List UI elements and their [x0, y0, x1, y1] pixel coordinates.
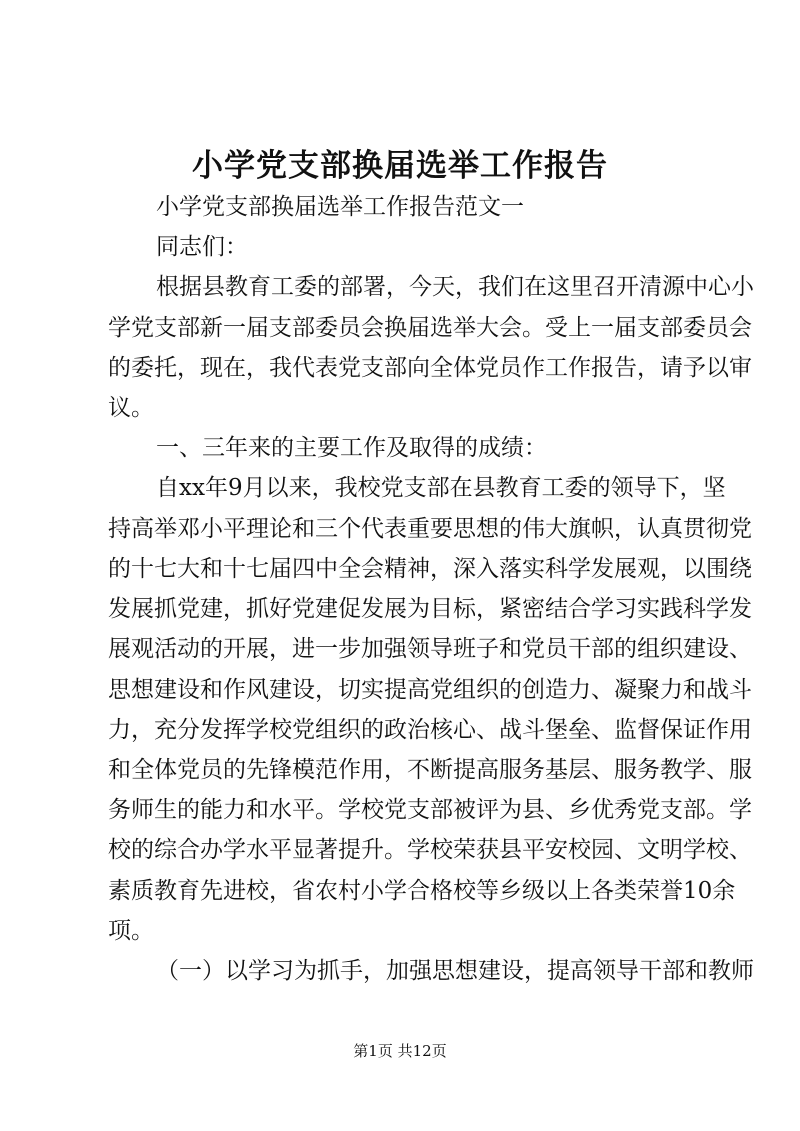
body-line: 务师生的能力和水平。学校党支部被评为县、乡优秀党支部。学 — [108, 797, 752, 823]
body-line: 的十七大和十七届四中全会精神，深入落实科学发展观，以围绕 — [108, 556, 752, 582]
section-heading: （一）以学习为抓手，加强思想建设，提高领导干部和教师 — [156, 958, 754, 984]
page-number: 第1页 共12页 — [353, 1042, 447, 1060]
body-line: 持高举邓小平理论和三个代表重要思想的伟大旗帜，认真贯彻党 — [108, 516, 752, 542]
body-line: 议。 — [108, 395, 154, 421]
body-line: 校的综合办学水平显著提升。学校荣获县平安校园、文明学校、 — [108, 837, 752, 863]
body-line: 展观活动的开展，进一步加强领导班子和党员干部的组织建设、 — [108, 636, 752, 662]
body-line: 思想建设和作风建设，切实提高党组织的创造力、凝聚力和战斗 — [108, 677, 752, 703]
body-line: 项。 — [108, 918, 154, 944]
body-line: 自xx年9月以来，我校党支部在县教育工委的领导下，坚 — [156, 475, 726, 501]
body-line: 力，充分发挥学校党组织的政治核心、战斗堡垒、监督保证作用 — [108, 717, 752, 743]
body-line: 根据县教育工委的部署，今天，我们在这里召开清源中心小 — [156, 274, 754, 300]
body-line: 素质教育先进校，省农村小学合格校等乡级以上各类荣誉10余 — [108, 878, 736, 904]
body-line: 发展抓党建，抓好党建促发展为目标，紧密结合学习实践科学发 — [108, 596, 752, 622]
body-line: 和全体党员的先锋模范作用，不断提高服务基层、服务教学、服 — [108, 757, 752, 783]
document-title: 小学党支部换届选举工作报告 — [192, 148, 608, 184]
subtitle: 小学党支部换届选举工作报告范文一 — [156, 194, 524, 220]
section-heading: 一、三年来的主要工作及取得的成绩： — [156, 435, 547, 461]
body-line: 学党支部新一届支部委员会换届选举大会。受上一届支部委员会 — [108, 315, 752, 341]
body-line: 的委托，现在，我代表党支部向全体党员作工作报告，请予以审 — [108, 355, 752, 381]
salutation: 同志们： — [156, 234, 248, 260]
